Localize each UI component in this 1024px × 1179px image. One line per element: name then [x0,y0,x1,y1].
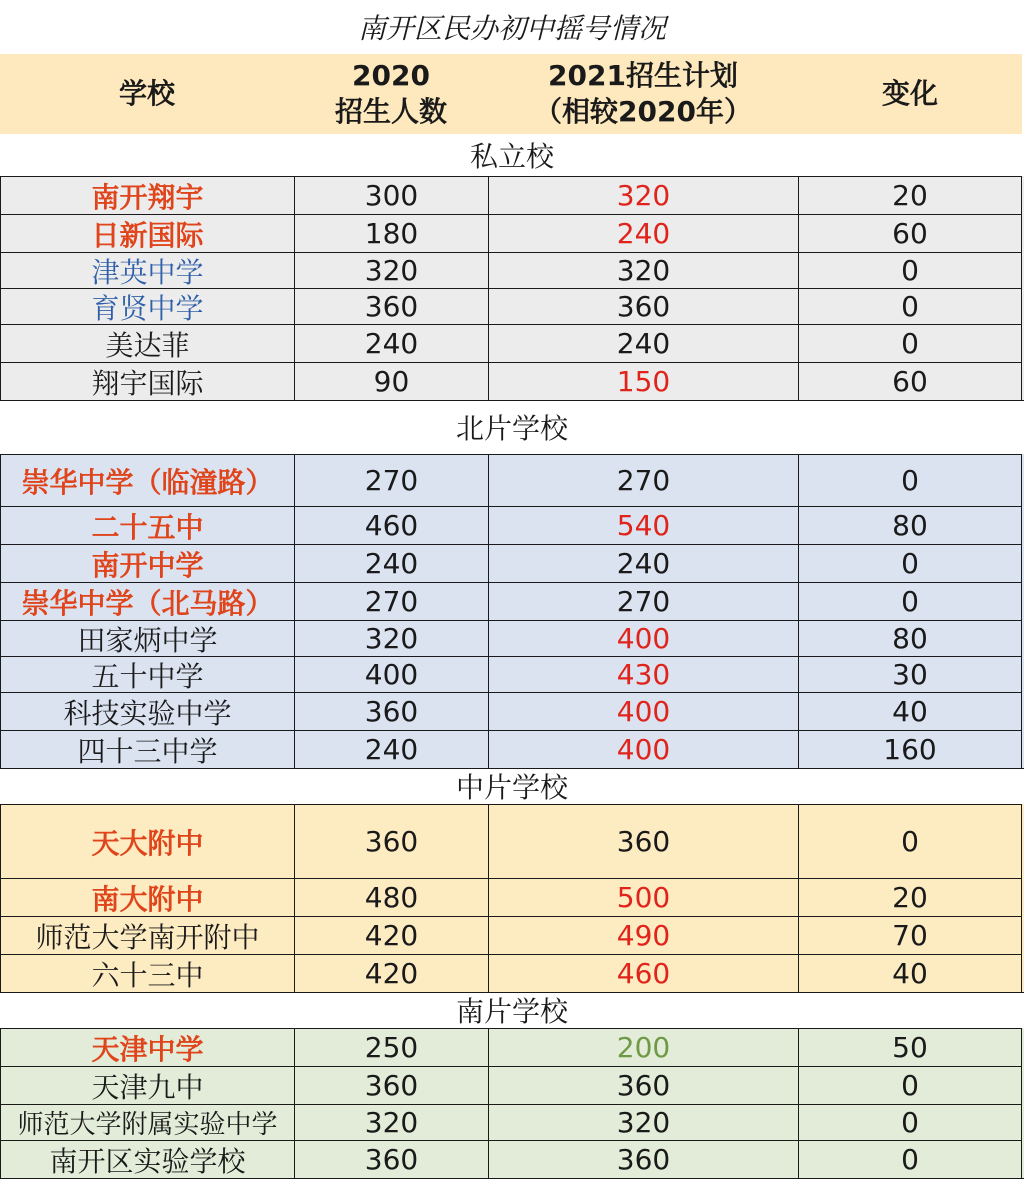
cell-y2021: 320 [488,1104,798,1140]
cell-y2021: 240 [488,214,798,252]
cell-y2020: 250 [294,1028,488,1066]
header-2021-line2: （相较2020年） [534,95,752,128]
cell-change: 0 [798,324,1022,362]
table-row [0,804,1024,878]
cell-y2020: 240 [294,324,488,362]
table-row [0,454,1024,506]
cell-school: 师范大学附属实验中学 [0,1104,294,1140]
section-label: 中片学校 [455,771,568,804]
cell-change: 50 [798,1028,1022,1066]
cell-change: 0 [798,582,1022,620]
cell-y2021: 270 [488,454,798,506]
cell-school: 美达菲 [0,324,294,362]
section-label: 私立校 [469,140,554,173]
cell-change: 40 [798,954,1022,992]
cell-y2021: 540 [488,506,798,544]
cell-y2020: 240 [294,730,488,768]
table-row [0,324,1024,362]
table-row [0,252,1024,288]
cell-school: 天津九中 [0,1066,294,1104]
cell-change: 60 [798,362,1022,400]
cell-change: 0 [798,1066,1022,1104]
table-row [0,1028,1024,1066]
cell-school: 崇华中学（临潼路） [0,454,294,506]
cell-y2020: 360 [294,1140,488,1178]
cell-y2020: 420 [294,916,488,954]
cell-y2020: 480 [294,878,488,916]
table-row [0,916,1024,954]
cell-y2021: 360 [488,804,798,878]
cell-y2021: 360 [488,1066,798,1104]
cell-y2021: 400 [488,692,798,730]
cell-school: 南开翔宇 [0,176,294,214]
cell-y2020: 460 [294,506,488,544]
cell-y2020: 240 [294,544,488,582]
table-row [0,1104,1024,1140]
cell-change: 80 [798,506,1022,544]
cell-school: 天津中学 [0,1028,294,1066]
cell-change: 70 [798,916,1022,954]
cell-school: 日新国际 [0,214,294,252]
cell-change: 160 [798,730,1022,768]
table-row [0,1140,1024,1178]
table-row [0,656,1024,692]
cell-y2021: 240 [488,544,798,582]
table-row [0,878,1024,916]
table-row [0,954,1024,992]
cell-change: 0 [798,252,1022,288]
cell-y2020: 360 [294,1066,488,1104]
table-row [0,176,1024,214]
cell-school: 五十中学 [0,656,294,692]
cell-school: 育贤中学 [0,288,294,324]
cell-school: 南开区实验学校 [0,1140,294,1178]
cell-change: 0 [798,544,1022,582]
cell-y2020: 270 [294,454,488,506]
cell-school: 翔宇国际 [0,362,294,400]
table-row [0,620,1024,656]
cell-school: 四十三中学 [0,730,294,768]
cell-change: 0 [798,454,1022,506]
header-2020-line1: 2020 [352,59,430,92]
cell-y2020: 320 [294,620,488,656]
cell-y2021: 360 [488,1140,798,1178]
cell-school: 二十五中 [0,506,294,544]
cell-change: 20 [798,176,1022,214]
table-row [0,1066,1024,1104]
cell-change: 0 [798,804,1022,878]
cell-change: 40 [798,692,1022,730]
cell-y2020: 270 [294,582,488,620]
cell-change: 20 [798,878,1022,916]
table-row [0,582,1024,620]
table-row [0,692,1024,730]
column-header-row [0,54,1022,134]
cell-y2021: 150 [488,362,798,400]
cell-y2020: 90 [294,362,488,400]
cell-y2021: 360 [488,288,798,324]
cell-y2020: 360 [294,288,488,324]
section-label: 南片学校 [455,995,568,1028]
cell-change: 0 [798,1140,1022,1178]
table-title: 南开区民办初中摇号情况 [357,12,666,45]
header-2021-line1: 2021招生计划 [548,59,738,92]
cell-y2021: 490 [488,916,798,954]
cell-y2020: 360 [294,804,488,878]
table-row [0,288,1024,324]
cell-school: 师范大学南开附中 [0,916,294,954]
cell-y2020: 180 [294,214,488,252]
cell-y2020: 400 [294,656,488,692]
cell-school: 六十三中 [0,954,294,992]
cell-school: 田家炳中学 [0,620,294,656]
cell-y2021: 430 [488,656,798,692]
cell-school: 南大附中 [0,878,294,916]
cell-y2020: 420 [294,954,488,992]
cell-y2021: 400 [488,730,798,768]
cell-school: 崇华中学（北马路） [0,582,294,620]
header-2021 [488,54,798,134]
cell-change: 60 [798,214,1022,252]
table-row [0,362,1024,400]
cell-y2021: 400 [488,620,798,656]
table-row [0,730,1024,768]
cell-y2020: 360 [294,692,488,730]
header-2020 [294,54,488,134]
cell-change: 0 [798,1104,1022,1140]
cell-school: 津英中学 [0,252,294,288]
cell-y2021: 320 [488,176,798,214]
header-2020-line2: 招生人数 [334,95,447,128]
cell-y2021: 240 [488,324,798,362]
cell-y2020: 320 [294,1104,488,1140]
table-row [0,506,1024,544]
header-school [0,54,294,134]
cell-y2021: 200 [488,1028,798,1066]
header-change [798,54,1022,134]
cell-change: 80 [798,620,1022,656]
cell-y2021: 320 [488,252,798,288]
cell-y2020: 300 [294,176,488,214]
header-change-label: 变化 [881,77,938,110]
cell-change: 30 [798,656,1022,692]
section-label: 北片学校 [455,412,568,445]
cell-y2021: 460 [488,954,798,992]
cell-change: 0 [798,288,1022,324]
table-row [0,214,1024,252]
cell-school: 南开中学 [0,544,294,582]
cell-y2021: 270 [488,582,798,620]
cell-y2020: 320 [294,252,488,288]
header-school-label: 学校 [118,77,175,110]
cell-school: 天大附中 [0,804,294,878]
cell-school: 科技实验中学 [0,692,294,730]
table-row [0,544,1024,582]
cell-y2021: 500 [488,878,798,916]
